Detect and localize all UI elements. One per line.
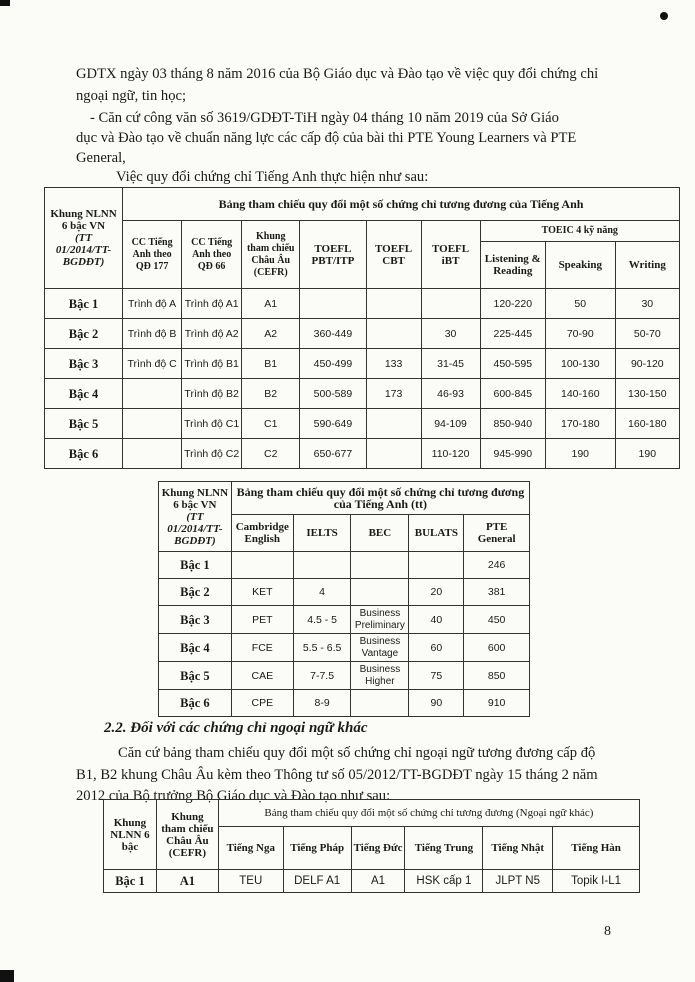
cell: TEU [218, 870, 283, 893]
col-speaking: Speaking [545, 242, 615, 289]
col-listening: Listening & Reading [480, 242, 545, 289]
cell: 90 [409, 690, 464, 717]
paragraph-line: 2012 của Bộ trưởng Bộ Giáo dục và Đào tạo như sau: [76, 788, 391, 804]
cell: 450-595 [480, 349, 545, 379]
table-row [45, 409, 680, 439]
cell: A2 [242, 319, 300, 349]
khung-header [159, 482, 232, 552]
paragraph-line: GDTX ngày 03 tháng 8 năm 2016 của Bộ Giáo dục và Đào tạo về việc quy đổi chứng chỉ [76, 66, 599, 82]
cell: 850 [464, 662, 530, 690]
cell: PET [231, 606, 293, 634]
khung-header [45, 188, 123, 289]
cell-level: Bậc 1 [45, 289, 123, 319]
cell: 190 [545, 439, 615, 469]
group-header: Bảng tham chiếu quy đổi một số chứng chỉ tương đương của Tiếng Anh (tt) [231, 482, 529, 515]
cell: 450-499 [300, 349, 366, 379]
cell [409, 552, 464, 579]
cell: Trình độ C2 [182, 439, 242, 469]
table-row [45, 439, 680, 469]
cell: 190 [615, 439, 679, 469]
scan-mark-bottom-left [0, 970, 14, 982]
paragraph-line: Việc quy đổi chứng chỉ Tiếng Anh thực hiện như sau: [116, 169, 429, 185]
khung-header-text: Khung NLNN 6 bậc VN [50, 208, 117, 232]
cell: 50 [545, 289, 615, 319]
col-ielts: IELTS [293, 515, 351, 552]
cell-cefr: A1 [156, 870, 218, 893]
cell: 170-180 [545, 409, 615, 439]
col-cc177: CC Tiếng Anh theo QĐ 177 [123, 221, 182, 289]
cell-level: Bậc 6 [159, 690, 232, 717]
cell: Business Vantage [351, 634, 409, 662]
cell: C1 [242, 409, 300, 439]
cell: 30 [615, 289, 679, 319]
cell: 130-150 [615, 379, 679, 409]
cell: 5.5 - 6.5 [293, 634, 351, 662]
col-toefl-pbt: TOEFL PBT/ITP [300, 221, 366, 289]
col-duc: Tiếng Đức [351, 827, 405, 870]
cell: 7-7.5 [293, 662, 351, 690]
cell [351, 552, 409, 579]
khung-header: Khung NLNN 6 bậc [104, 800, 157, 870]
col-cc66: CC Tiếng Anh theo QĐ 66 [182, 221, 242, 289]
cell: DELF A1 [283, 870, 351, 893]
cell: 910 [464, 690, 530, 717]
cell: 40 [409, 606, 464, 634]
cell-level: Bậc 3 [45, 349, 123, 379]
cell: 381 [464, 579, 530, 606]
col-bulats: BULATS [409, 515, 464, 552]
cell: FCE [231, 634, 293, 662]
paragraph-line: B1, B2 khung Châu Âu kèm theo Thông tư số 05/2012/TT-BGDĐT ngày 15 tháng 2 năm [76, 767, 598, 783]
english-cert-table [44, 187, 680, 469]
col-toefl-cbt: TOEFL CBT [366, 221, 421, 289]
cell: Trình độ B1 [182, 349, 242, 379]
table-row [45, 319, 680, 349]
cell [421, 289, 480, 319]
paragraph-line: General, [76, 150, 126, 166]
cell [366, 289, 421, 319]
cell: 120-220 [480, 289, 545, 319]
paragraph-line: - Căn cứ công văn số 3619/GDĐT-TiH ngày 04 tháng 10 năm 2019 của Sở Giáo [90, 110, 559, 126]
cell [300, 289, 366, 319]
cell-level: Bậc 5 [45, 409, 123, 439]
cell-level: Bậc 2 [45, 319, 123, 349]
page-number: 8 [604, 924, 611, 939]
cell: KET [231, 579, 293, 606]
cell: JLPT N5 [483, 870, 553, 893]
col-nhat: Tiếng Nhật [483, 827, 553, 870]
cell: Trình độ C1 [182, 409, 242, 439]
cell: 4 [293, 579, 351, 606]
col-cambridge: Cambridge English [231, 515, 293, 552]
cell: Trình độ A2 [182, 319, 242, 349]
table-row [159, 634, 530, 662]
col-phap: Tiếng Pháp [283, 827, 351, 870]
cell: 160-180 [615, 409, 679, 439]
khung-italic: (TT 01/2014/TT-BGDĐT) [55, 232, 112, 268]
cell: 70-90 [545, 319, 615, 349]
cell: 31-45 [421, 349, 480, 379]
cell [366, 439, 421, 469]
cell: 60 [409, 634, 464, 662]
cell: B2 [242, 379, 300, 409]
cell: C2 [242, 439, 300, 469]
cell: CAE [231, 662, 293, 690]
cell: 90-120 [615, 349, 679, 379]
cell: 100-130 [545, 349, 615, 379]
table-row [45, 289, 680, 319]
cell: Topik I-L1 [553, 870, 640, 893]
col-nga: Tiếng Nga [218, 827, 283, 870]
paragraph-line: ngoại ngữ, tin học; [76, 88, 187, 104]
table-row [159, 552, 530, 579]
group-header: Bảng tham chiếu quy đổi một số chứng chỉ tương đương của Tiếng Anh [123, 188, 680, 221]
table-row [104, 870, 640, 893]
cell [293, 552, 351, 579]
khung-italic: (TT 01/2014/TT-BGDĐT) [167, 510, 223, 547]
col-trung: Tiếng Trung [405, 827, 483, 870]
cell-level: Bậc 1 [159, 552, 232, 579]
col-cefr: Khung tham chiếu Châu Âu (CEFR) [156, 800, 218, 870]
cell: Trình độ A1 [182, 289, 242, 319]
col-pte: PTE General [464, 515, 530, 552]
cell [123, 439, 182, 469]
cell: 110-120 [421, 439, 480, 469]
cell-level: Bậc 4 [159, 634, 232, 662]
cell: 225-445 [480, 319, 545, 349]
table-row [159, 606, 530, 634]
cell: Trình độ B [123, 319, 182, 349]
cell: 75 [409, 662, 464, 690]
cell: Business Higher [351, 662, 409, 690]
cell: 600 [464, 634, 530, 662]
cell: 20 [409, 579, 464, 606]
cell: 600-845 [480, 379, 545, 409]
col-han: Tiếng Hàn [553, 827, 640, 870]
col-bec: BEC [351, 515, 409, 552]
cell: 246 [464, 552, 530, 579]
col-toefl-ibt: TOEFL iBT [421, 221, 480, 289]
col-cefr: Khung tham chiếu Châu Âu (CEFR) [242, 221, 300, 289]
cell-level: Bậc 1 [104, 870, 157, 893]
cell: 945-990 [480, 439, 545, 469]
cell: Trình độ A [123, 289, 182, 319]
cell-level: Bậc 2 [159, 579, 232, 606]
cell [351, 579, 409, 606]
scan-mark-top-right [660, 12, 668, 20]
cell: 133 [366, 349, 421, 379]
cell [351, 690, 409, 717]
khung-header-text: Khung NLNN 6 bậc VN [161, 486, 229, 511]
cell-level: Bậc 6 [45, 439, 123, 469]
cell [231, 552, 293, 579]
col-toeic: TOEIC 4 kỹ năng [480, 221, 679, 242]
cell: 590-649 [300, 409, 366, 439]
cell: 850-940 [480, 409, 545, 439]
table-row [159, 662, 530, 690]
cell: A1 [351, 870, 405, 893]
cell: 46-93 [421, 379, 480, 409]
cell: 450 [464, 606, 530, 634]
cell: B1 [242, 349, 300, 379]
cell-level: Bậc 4 [45, 379, 123, 409]
group-header: Bảng tham chiếu quy đổi một số chứng chỉ tương đương (Ngoại ngữ khác) [218, 800, 639, 827]
cell: 50-70 [615, 319, 679, 349]
cell-level: Bậc 5 [159, 662, 232, 690]
english-cert-table-continued [158, 481, 530, 717]
cell: 360-449 [300, 319, 366, 349]
cell: Trình độ C [123, 349, 182, 379]
cell-level: Bậc 3 [159, 606, 232, 634]
cell: A1 [242, 289, 300, 319]
col-writing: Writing [615, 242, 679, 289]
cell: 650-677 [300, 439, 366, 469]
cell: 500-589 [300, 379, 366, 409]
cell: 8-9 [293, 690, 351, 717]
paragraph-line: dục và Đào tạo về chuẩn năng lực các cấp độ của bài thi PTE Young Learners và PTE [76, 130, 577, 146]
cell: 140-160 [545, 379, 615, 409]
table-row [45, 349, 680, 379]
cell: Trình độ B2 [182, 379, 242, 409]
cell: 30 [421, 319, 480, 349]
scan-mark-top-left [0, 0, 10, 6]
cell: 94-109 [421, 409, 480, 439]
other-languages-table [103, 799, 640, 893]
table-row [159, 579, 530, 606]
cell [123, 409, 182, 439]
cell [366, 409, 421, 439]
cell [366, 319, 421, 349]
cell [123, 379, 182, 409]
section-heading: 2.2. Đối với các chứng chỉ ngoại ngữ khác [104, 720, 368, 736]
cell: Business Preliminary [351, 606, 409, 634]
table-row [45, 379, 680, 409]
cell: HSK cấp 1 [405, 870, 483, 893]
paragraph-line: Căn cứ bảng tham chiếu quy đổi một số chứng chỉ ngoại ngữ tương đương cấp độ [118, 745, 596, 761]
table-row [159, 690, 530, 717]
cell: CPE [231, 690, 293, 717]
cell: 4.5 - 5 [293, 606, 351, 634]
cell: 173 [366, 379, 421, 409]
